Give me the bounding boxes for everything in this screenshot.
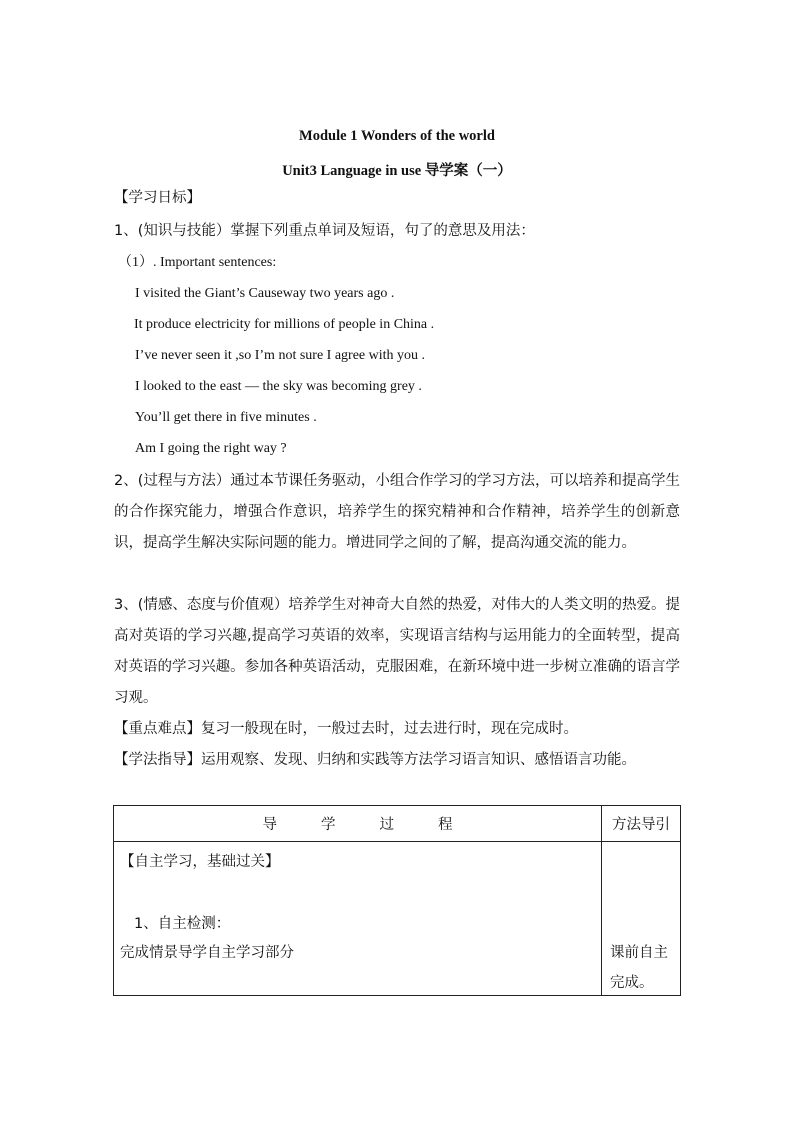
method-note-line: 课前自主	[610, 945, 668, 961]
sentence-item: Am I going the right way ?	[135, 441, 287, 456]
objective-emotion-attitude: 3、(情感、态度与价值观）培养学生对神奇大自然的热爱，对伟大的人类文明的热爱。提高对英语的学习兴趣,提高学习英语的效率，实现语言结构与运用能力的全面转型，提高对英语的学习兴趣。参加各种英语活动，克服困难，在新环境中进一步树立准确的语言学习观。	[114, 597, 680, 706]
objective-knowledge: 1、(知识与技能）掌握下列重点单词及短语，句了的意思及用法：	[114, 223, 535, 239]
table-cell-method	[602, 842, 681, 996]
header-char: 程	[438, 817, 453, 833]
table-cell-process	[114, 842, 602, 996]
unit-subtitle: Unit3 Language in use 导学案（一）	[282, 163, 512, 179]
key-points: 【重点难点】复习一般现在时，一般过去时，过去进行时，现在完成时。	[114, 721, 578, 737]
objectives-heading: 【学习日标】	[114, 190, 201, 206]
sentence-item: It produce electricity for millions of people in China .	[134, 317, 435, 332]
sentence-item: You’ll get there in five minutes .	[135, 410, 317, 425]
sentences-heading: （1）. Important sentences:	[118, 255, 277, 270]
sentence-item: I’ve never seen it ,so I’m not sure I agree with you .	[135, 348, 426, 363]
self-check-item: 1、自主检测：	[134, 916, 231, 932]
section-heading: 【自主学习，基础过关】	[120, 854, 280, 870]
objective-process-method: 2、(过程与方法）通过本节课任务驱动，小组合作学习的学习方法，可以培养和提高学生的合作探究能力，增强合作意识，培养学生的探究精神和合作精神，培养学生的创新意识，提高学生解决实际问题的能力。增进同学之间的了解，提高沟通交流的能力。	[114, 473, 680, 551]
method-guide: 【学法指导】运用观察、发现、归纳和实践等方法学习语言知识、感悟语言功能。	[114, 752, 636, 768]
sentence-item: I looked to the east — the sky was becoming grey .	[135, 379, 422, 394]
self-check-text: 完成情景导学自主学习部分	[120, 945, 294, 961]
header-char: 导	[262, 817, 277, 833]
header-char: 学	[321, 817, 336, 833]
header-char: 过	[379, 817, 394, 833]
sentence-item: I visited the Giant’s Causeway two years ago .	[135, 286, 395, 301]
table-header-process	[114, 806, 602, 842]
method-note-line: 完成。	[610, 975, 654, 991]
guide-table	[113, 805, 681, 996]
table-header-method: 方法导引	[602, 806, 681, 842]
module-title: Module 1 Wonders of the world	[299, 128, 495, 144]
